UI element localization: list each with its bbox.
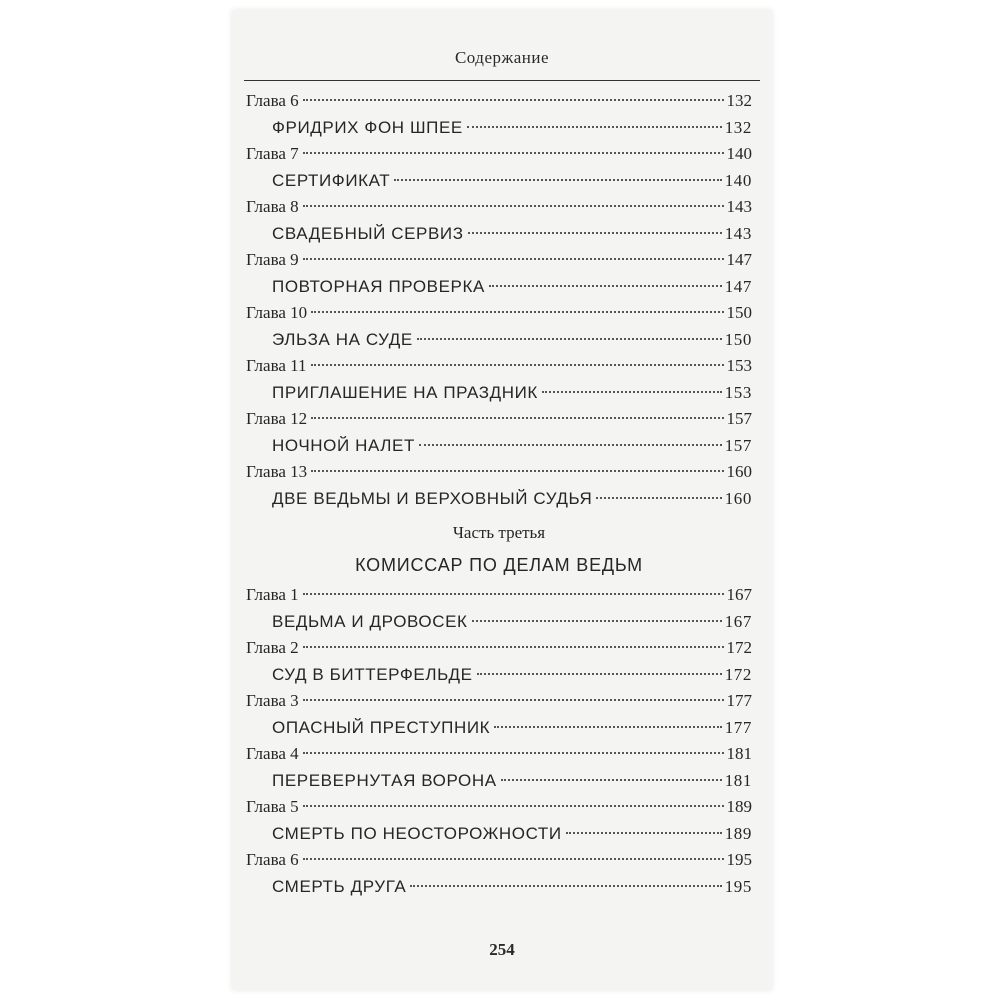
header-rule [244,80,760,81]
dot-leader [596,497,721,499]
toc-title-row [246,486,752,513]
toc-chapter-row [246,741,752,768]
toc-title-row [246,327,752,354]
toc-page-number: 189 [727,794,753,821]
table-of-contents [246,88,752,900]
dot-leader [303,152,724,154]
toc-page-number: 140 [725,168,752,195]
dot-leader [303,752,724,754]
toc-page-number: 181 [727,741,753,768]
toc-chapter-row [246,688,752,715]
dot-leader [311,311,723,313]
toc-title-row [246,433,752,460]
dot-leader [311,417,723,419]
dot-leader [566,832,722,834]
chapter-title: ЭЛЬЗА НА СУДЕ [272,327,413,354]
toc-page-number: 147 [725,274,752,301]
toc-title-row [246,221,752,248]
chapter-title: СМЕРТЬ ПО НЕОСТОРОЖНОСТИ [272,821,562,848]
toc-chapter-row [246,353,752,380]
running-title: Содержание [454,48,550,67]
chapter-label: Глава 13 [246,459,307,486]
toc-chapter-row [246,247,752,274]
chapter-title: СМЕРТЬ ДРУГА [272,874,406,901]
chapter-label: Глава 3 [246,688,299,715]
dot-leader [303,805,724,807]
chapter-label: Глава 12 [246,406,307,433]
dot-leader [501,779,722,781]
part-title: КОМИССАР ПО ДЕЛАМ ВЕДЬМ [355,555,643,575]
toc-page-number: 172 [727,635,753,662]
toc-page-number: 140 [727,141,753,168]
toc-title-row [246,168,752,195]
toc-chapter-row [246,194,752,221]
toc-page-number: 157 [727,406,753,433]
toc-title-row [246,115,752,142]
toc-page-number: 177 [725,715,752,742]
dot-leader [419,444,722,446]
toc-page-number: 195 [727,847,753,874]
toc-chapter-row [246,88,752,115]
toc-title-row [246,768,752,795]
dot-leader [468,232,722,234]
toc-chapter-row [246,847,752,874]
chapter-label: Глава 10 [246,300,307,327]
part-label: Часть третья [452,523,546,542]
toc-chapter-row [246,141,752,168]
toc-page-number: 147 [727,247,753,274]
dot-leader [303,699,724,701]
dot-leader [494,726,722,728]
toc-page-number: 189 [725,821,752,848]
toc-page-number: 153 [725,380,752,407]
dot-leader [311,470,723,472]
dot-leader [489,285,722,287]
toc-title-row [246,274,752,301]
toc-chapter-row [246,459,752,486]
toc-page-number: 132 [727,88,753,115]
chapter-label: Глава 6 [246,88,299,115]
dot-leader [303,205,724,207]
chapter-title: ПЕРЕВЕРНУТАЯ ВОРОНА [272,768,497,795]
chapter-label: Глава 8 [246,194,299,221]
chapter-title: СЕРТИФИКАТ [272,168,390,195]
toc-page-number: 157 [725,433,752,460]
dot-leader [303,858,724,860]
dot-leader [472,620,722,622]
chapter-label: Глава 6 [246,847,299,874]
toc-page-number: 172 [725,662,752,689]
chapter-title: СУД В БИТТЕРФЕЛЬДЕ [272,662,473,689]
dot-leader [417,338,722,340]
toc-page-number: 150 [725,327,752,354]
toc-chapter-row [246,406,752,433]
toc-title-row [246,380,752,407]
dot-leader [477,673,722,675]
dot-leader [303,593,724,595]
chapter-title: ФРИДРИХ ФОН ШПЕЕ [272,115,463,142]
toc-page-number: 143 [725,221,752,248]
dot-leader [467,126,722,128]
dot-leader [311,364,724,366]
book-page [232,10,772,990]
chapter-title: ВЕДЬМА И ДРОВОСЕК [272,609,468,636]
dot-leader [410,885,721,887]
chapter-title: ПОВТОРНАЯ ПРОВЕРКА [272,274,485,301]
toc-chapter-row [246,794,752,821]
toc-page-number: 132 [725,115,752,142]
dot-leader [303,646,724,648]
chapter-title: ПРИГЛАШЕНИЕ НА ПРАЗДНИК [272,380,538,407]
chapter-label: Глава 1 [246,582,299,609]
toc-page-number: 153 [727,353,753,380]
chapter-title: СВАДЕБНЫЙ СЕРВИЗ [272,221,464,248]
chapter-label: Глава 4 [246,741,299,768]
toc-page-number: 160 [725,486,752,513]
chapter-title: НОЧНОЙ НАЛЕТ [272,433,415,460]
dot-leader [303,99,724,101]
toc-title-row [246,609,752,636]
dot-leader [303,258,724,260]
part2-entries [246,88,752,512]
dot-leader [394,179,721,181]
chapter-label: Глава 11 [246,353,307,380]
chapter-label: Глава 5 [246,794,299,821]
toc-chapter-row [246,300,752,327]
toc-title-row [246,715,752,742]
toc-title-row [246,821,752,848]
toc-page-number: 150 [727,300,753,327]
toc-page-number: 181 [725,768,752,795]
toc-page-number: 160 [727,459,753,486]
chapter-title: ОПАСНЫЙ ПРЕСТУПНИК [272,715,490,742]
toc-title-row [246,662,752,689]
toc-page-number: 195 [725,874,752,901]
toc-page-number: 167 [727,582,753,609]
page-number: 254 [489,940,515,959]
chapter-label: Глава 7 [246,141,299,168]
toc-page-number: 177 [727,688,753,715]
toc-chapter-row [246,635,752,662]
toc-page-number: 143 [727,194,753,221]
part3-entries [246,582,752,900]
chapter-title: ДВЕ ВЕДЬМЫ И ВЕРХОВНЫЙ СУДЬЯ [272,486,592,513]
toc-chapter-row [246,582,752,609]
chapter-label: Глава 2 [246,635,299,662]
toc-page-number: 167 [725,609,752,636]
toc-title-row [246,874,752,901]
chapter-label: Глава 9 [246,247,299,274]
dot-leader [542,391,722,393]
